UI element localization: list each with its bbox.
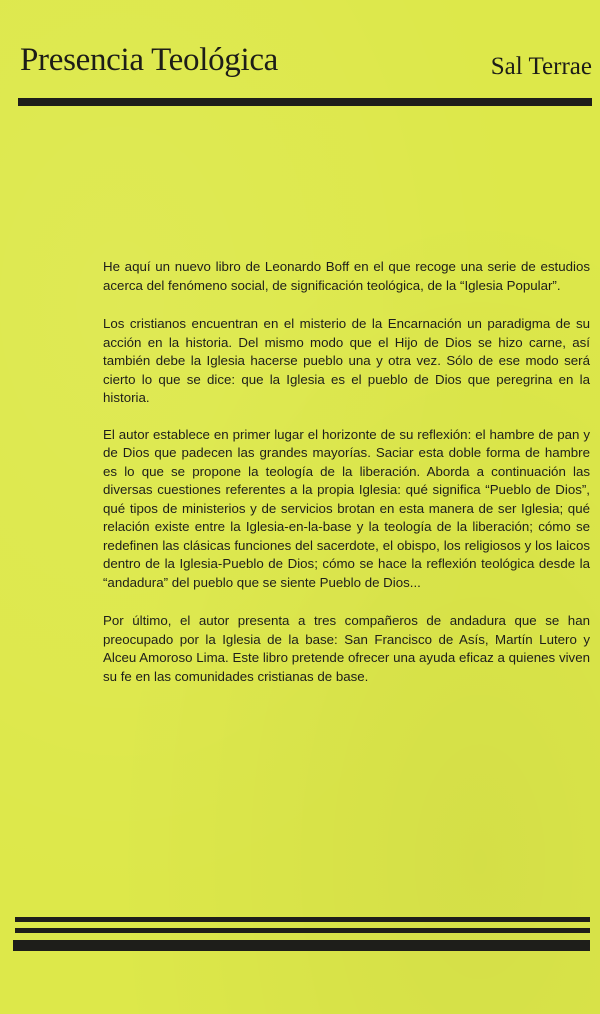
series-title: Presencia Teológica [20,42,279,78]
publisher-name: Sal Terrae [490,53,592,80]
blurb-text [103,258,590,705]
bottom-rule-thin-2 [15,928,590,933]
bottom-rule-thick [13,940,590,951]
blurb-paragraph-3: El autor establece en primer lugar el horizonte de su reflexión: el hambre de pan y de Dios que padecen las grandes mayorías. Saciar esta doble forma de hambre es lo que se propone la teología de la liberación. Aborda a continuación las diversas cuestiones referentes a la propia Iglesia: qué significa “Pueblo de Dios”, qué tipos de ministerios y de servicios brotan en esta manera de ser Iglesia; qué relación existe entre la Iglesia-en-la-base y la teología de la liberación; cómo se redefinen las clásicas funciones del sacerdote, el obispo, los religiosos y los laicos dentro de la Iglesia-Pueblo de Dios; cómo se hace la reflexión teológica desde la “andadura” del pueblo que se siente Pueblo de Dios... [103,426,590,590]
blurb-paragraph-2: Los cristianos encuentran en el misterio de la Encarnación un paradigma de su acción en la historia. Del mismo modo que el Hijo de Dios se hizo carne, así también debe la Iglesia hacerse pueblo una y otra vez. Sólo de ese modo será cierto lo que se dice: que la Iglesia es el pueblo de Dios que peregrina en la historia. [103,316,590,405]
blurb-paragraph-1: He aquí un nuevo libro de Leonardo Boff en el que recoge una serie de estudios acerca del fenómeno social, de significación teológica, de la “Iglesia Popular”. [103,259,590,293]
bottom-rule-thin-1 [15,917,590,922]
top-rule [18,98,592,106]
blurb-paragraph-4: Por último, el autor presenta a tres compañeros de andadura que se han preocupado por la Iglesia de la base: San Francisco de Asís, Martín Lutero y Alceu Amoroso Lima. Este libro pretende ofrecer una ayuda eficaz a quienes viven su fe en las comunidades cristianas de base. [103,613,590,684]
